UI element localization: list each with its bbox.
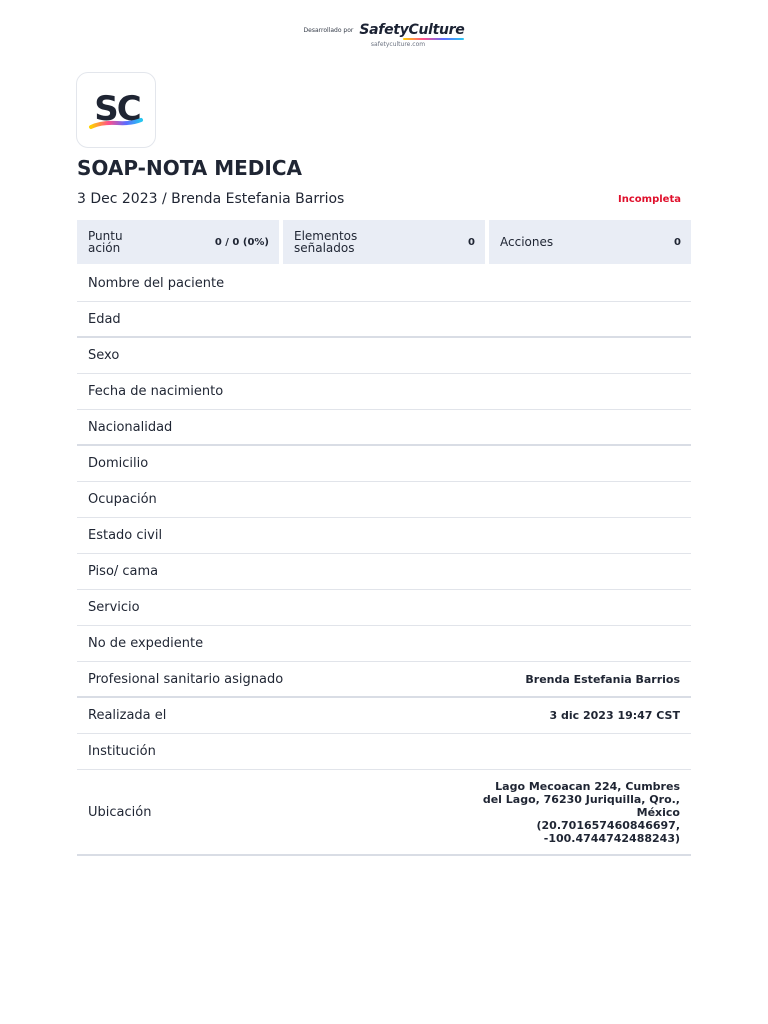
- stat-score: [77, 220, 279, 264]
- stat-actions: [489, 220, 691, 264]
- stat-score-value: 0 / 0 (0%): [214, 236, 269, 248]
- field-label: Fecha de nacimiento: [88, 384, 224, 399]
- page-title: SOAP-NOTA MEDICA: [77, 156, 302, 180]
- field-label: Nombre del paciente: [88, 276, 225, 291]
- field-row-nacionalidad: [77, 410, 691, 446]
- stat-score-label: Puntu ación: [88, 229, 123, 255]
- field-label: Sexo: [88, 348, 120, 363]
- field-row-institucion: [77, 734, 691, 770]
- field-label: Piso/ cama: [88, 564, 159, 579]
- field-row-ubicacion: [77, 770, 691, 856]
- brand-logo: [359, 22, 464, 38]
- stat-flagged-label: Elementos señalados: [294, 229, 358, 255]
- field-row-domicilio: [77, 446, 691, 482]
- stat-flagged-value: 0: [468, 236, 475, 248]
- field-value: 3 dic 2023 19:47 CST: [549, 709, 680, 722]
- field-label: Realizada el: [88, 708, 167, 723]
- brand-url[interactable]: safetyculture.com: [370, 41, 426, 48]
- field-label: Edad: [88, 311, 121, 327]
- field-label: Profesional sanitario asignado: [88, 671, 284, 687]
- brand-header: [0, 22, 768, 48]
- brand-name: SafetyCulture: [359, 22, 465, 38]
- field-row-piso-cama: [77, 554, 691, 590]
- field-row-realizada: [77, 698, 691, 734]
- field-label: Institución: [88, 744, 156, 759]
- field-row-nombre: [77, 266, 691, 302]
- brand-row: [0, 22, 768, 38]
- field-row-sexo: [77, 338, 691, 374]
- field-label: Domicilio: [88, 456, 149, 471]
- field-label: Servicio: [88, 600, 140, 615]
- location-value: Lago Mecoacan 224, Cumbres del Lago, 76230 Juriquilla, Qro., México (20.701657460846697, -100.4744742488243): [482, 779, 680, 845]
- stat-actions-value: 0: [674, 236, 681, 248]
- developed-by-text: Desarrollado por: [303, 26, 354, 34]
- field-value: Brenda Estefania Barrios: [525, 672, 680, 686]
- summary-stats: [77, 220, 691, 264]
- fields-table: [77, 266, 691, 856]
- field-row-estado-civil: [77, 518, 691, 554]
- field-row-fecha-nacimiento: [77, 374, 691, 410]
- field-label: No de expediente: [88, 636, 204, 651]
- status-badge: Incompleta: [618, 193, 681, 205]
- report-subtitle: 3 Dec 2023 / Brenda Estefania Barrios: [77, 191, 345, 207]
- field-label: Estado civil: [88, 528, 163, 543]
- report-meta: [77, 191, 681, 207]
- stat-actions-label: Acciones: [500, 235, 554, 249]
- field-row-ocupacion: [77, 482, 691, 518]
- safetyculture-app-icon: [76, 72, 156, 148]
- field-row-servicio: [77, 590, 691, 626]
- brand-underline-icon: [403, 38, 464, 40]
- field-label: Ocupación: [88, 492, 157, 507]
- stat-flagged: [283, 220, 485, 264]
- field-label: Ubicación: [88, 804, 152, 820]
- field-row-edad: [77, 302, 691, 338]
- field-row-profesional: [77, 662, 691, 698]
- field-row-expediente: [77, 626, 691, 662]
- sc-logo-icon: [77, 73, 155, 147]
- svg-text:SC: SC: [94, 89, 140, 129]
- field-label: Nacionalidad: [88, 419, 173, 435]
